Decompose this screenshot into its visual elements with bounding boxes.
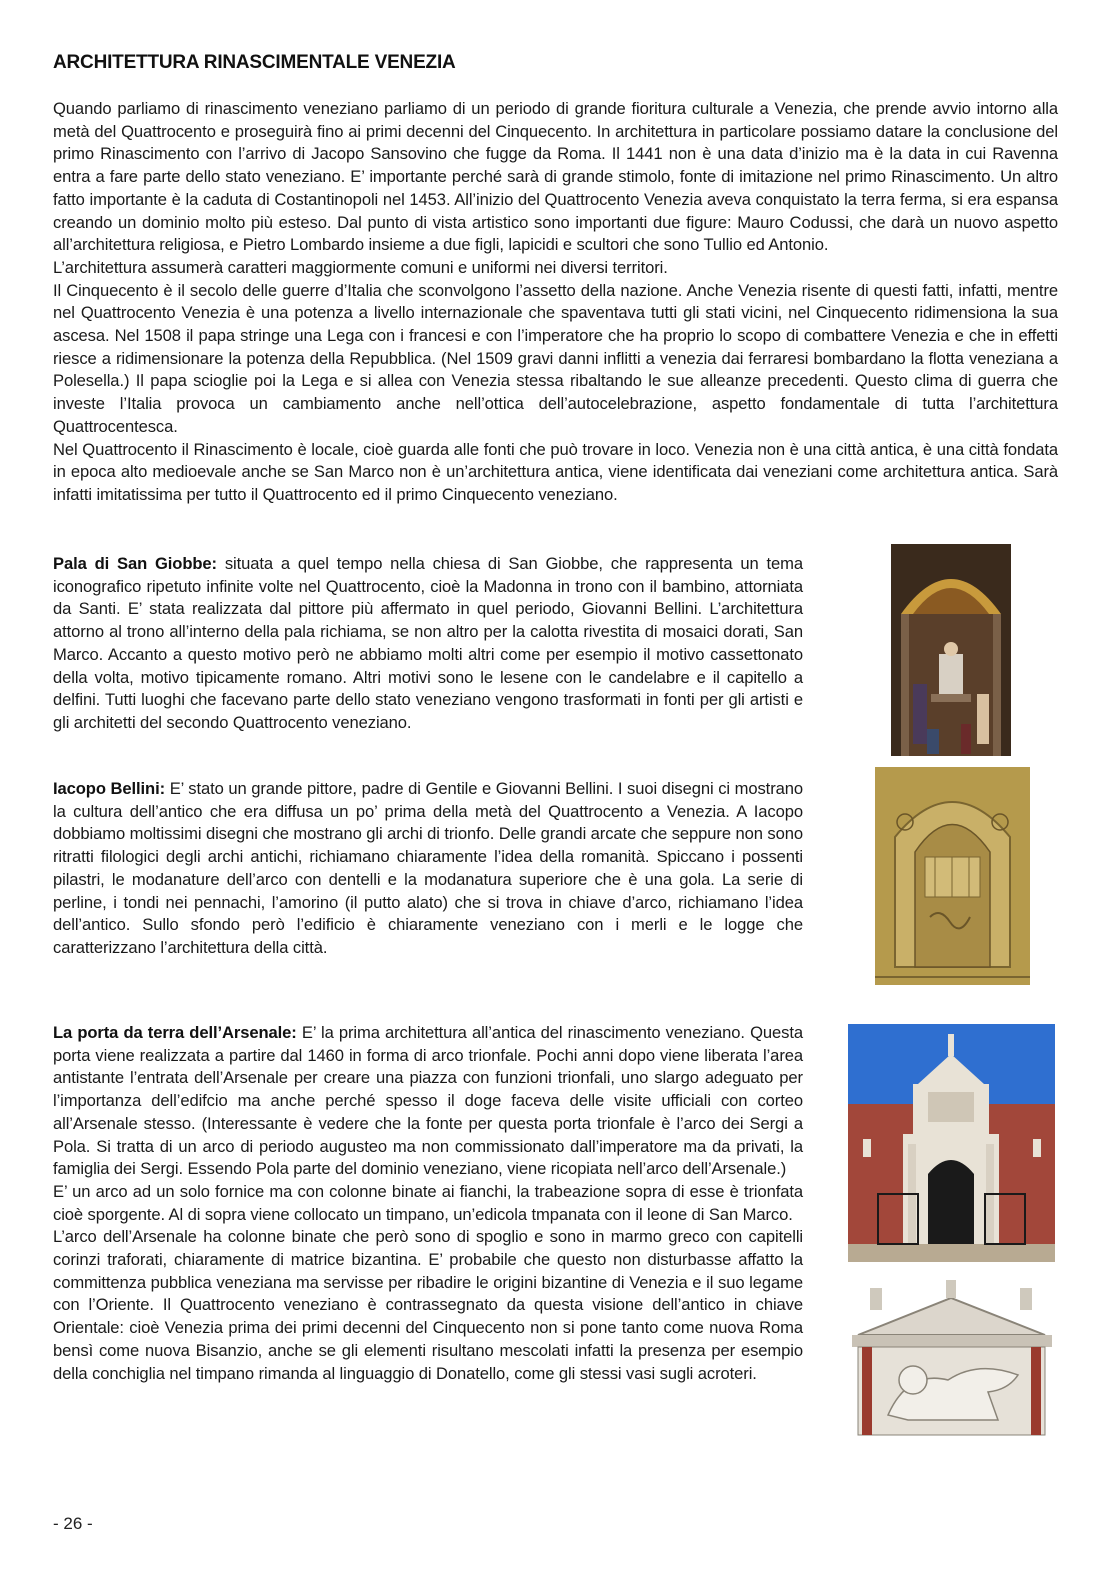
section-paragraph: L’arco dell’Arsenale ha colonne binate che però sono di spoglio e sono in marmo greco con capitelli corinzi traforati, chiaramente di matrice bizantina. E’ probabile che questo non disturbasse affatto la committenza pubblica veneziana ma servisse per ribadire le origini bizantine di Venezia e il suo legame con l’Oriente. Il Quattrocento veneziano è contrassegnato da questa visione dell’antico in chiave Orientale: cioè Venezia prima dei primi decenni del Cinquecento non si pone tanto come nuova Roma bensì come nuova Bisanzio, anche se gli elementi risultano mescolati infatti la presenza per esempio della conchiglia nel timpano rimanda al linguaggio di Donatello, come gli stessi vasi sugli acroteri. — [53, 1227, 803, 1383]
intro-paragraph: Il Cinquecento è il secolo delle guerre d’Italia che sconvolgono l’assetto della nazione. Anche Venezia risente di questi fatti, infatti, mentre nel Quattrocento Venezia è una potenza a livello internazionale che spaventava tutti gli stati vicini, nel Cinquecento ridimensiona la sua ascesa. Nel 1508 il papa stringe una Lega con i francesi e con l’imperatore che ha proprio lo scopo di combattere Venezia e che in effetti riesce a ridimensionare la potenza della Repubblica. (Nel 1509 gravi danni inflitti a venezia dai ferraresi bombardano la flotta veneziana a Polesella.) Il papa scioglie poi la Lega e si allea con Venezia stessa ribaltando le sue alleanze precedenti. Questo clima di guerra che investe l’Italia provoca un cambiamento anche nell’ottica dell’autocelebrazione, aspetto fondamentale di tutta l’architettura Quattrocentesca. — [53, 280, 1058, 436]
section-heading: La porta da terra dell’Arsenale: — [53, 1023, 297, 1042]
altarpiece-illustration — [891, 544, 1011, 756]
section-paragraph — [53, 778, 803, 960]
page-number: - 26 - — [53, 1514, 93, 1533]
triumphal-arch-drawing — [875, 767, 1030, 985]
section-heading: Pala di San Giobbe: — [53, 554, 217, 573]
intro-paragraph: Quando parliamo di rinascimento veneziano parliamo di un periodo di grande fioritura culturale a Venezia, che prende avvio intorno alla metà del Quattrocento e proseguirà fino ai primi decenni del Cinquecento. In architettura in particolare possiamo datare la conclusione del primo Rinascimento con l’arrivo di Jacopo Sansovino che fugge da Roma. Il 1441 non è una data d’inizio ma è la data in cui Ravenna entra a fare parte dello stato veneziano. E’ importante perché sarà di grande stimolo, fonte di imitazione nel primo Rinascimento. Un altro fatto importante è la caduta di Costantinopoli nel 1453. All’inizio del Quattrocento Venezia aveva conquistato la terra ferma, si era espansa creando un dominio molto più esteso. Dal punto di vista artistico sono importanti due figure: Mauro Codussi, che darà un nuovo aspetto all’architettura religiosa, e Pietro Lombardo insieme a due figli, lapicidi e scultori che sono Tullio ed Antonio. — [53, 99, 1058, 255]
section-paragraph: E’ un arco ad un solo fornice ma con colonne binate ai fianchi, la trabeazione sopra di esse è trionfata cioè sporgente. Al di sopra viene collocato un timpano, un’edicola tmpanata con il leone di San Marco. — [53, 1181, 803, 1224]
section-heading: Iacopo Bellini: — [53, 779, 166, 798]
porta-arsenale-image — [848, 1024, 1055, 1262]
section-paragraph — [53, 553, 803, 735]
section-iacopo-bellini — [53, 778, 803, 960]
lion-tympanum-photo — [848, 1280, 1055, 1438]
section-porta-arsenale — [53, 1022, 803, 1385]
arsenale-gate-photo — [848, 1024, 1055, 1262]
section-pala-san-giobbe — [53, 553, 803, 735]
pala-san-giobbe-image — [891, 544, 1011, 756]
section-body: E’ stato un grande pittore, padre di Gentile e Giovanni Bellini. I suoi disegni ci mostrano la cultura dell’antico che era diffusa un po’ prima della metà del Quattrocento a Venezia. A Iacopo dobbiamo moltissimi disegni che mostrano gli archi di trionfo. Delle grandi arcate che seppure non sono ritratti filologici degli archi antichi, richiamano chiaramente l’idea della romanità. Spiccano i possenti pilastri, le modanature dell’arco con dentelli e la modanatura superiore che è una gola. La serie di perline, i tondi nei pennachi, l’amorino (il putto alato) che si trova in chiave d’arco, richiamano l’idea dell’antico. Sullo sfondo però l’edificio è chiaramente veneziano con i merli e le logge che caratterizzano l’architettura della città. — [53, 779, 804, 957]
leone-san-marco-image — [848, 1280, 1055, 1438]
iacopo-bellini-drawing-image — [875, 767, 1030, 985]
intro-paragraph: Nel Quattrocento il Rinascimento è locale, cioè guarda alle fonti che può trovare in loco. Venezia non è una città antica, è una città fondata in epoca alto medioevale anche se San Marco non è un’architettura antica, viene identificata dai veneziani come architettura antica. Sarà infatti imitatissima per tutto il Quattrocento ed il primo Cinquecento veneziano. — [53, 439, 1058, 504]
section-paragraph — [53, 1022, 803, 1181]
section-body: E’ la prima architettura all’antica del rinascimento veneziano. Questa porta viene realizzata a partire dal 1460 in forma di arco trionfale. Pochi anni dopo viene liberata l’area antistante l’entrata dell’Arsenale per creare una piazza con funzioni trionfali, uno slargo adeguato per l’importanza dell’edifcio ma anche perché spesso il doge faceva delle visite ufficiali con corteo all’Arsenale stesso. (Interessante è vedere che la fonte per questa porta trionfale è l’arco dei Sergi a Pola. Si tratta di un arco di periodo augusteo ma non commissionato dall’imperatore ma da privati, la famiglia dei Sergi. Essendo Pola parte del dominio veneziano, viene ricopiata nell’arco dell’Arsenale.) — [53, 1023, 803, 1179]
intro-paragraph: L’architettura assumerà caratteri maggiormente comuni e uniformi nei diversi territori. — [53, 257, 668, 277]
page-title: ARCHITETTURA RINASCIMENTALE VENEZIA — [53, 52, 456, 73]
section-body: situata a quel tempo nella chiesa di San Giobbe, che rappresenta un tema iconografico ripetuto infinite volte nel Quattrocento, cioè la Madonna in trono con il bambino, attorniata da Santi. E’ stata realizzata dal pittore più affermato in quel periodo, Giovanni Bellini. L’architettura attorno al trono all’interno della pala richiama, se non altro per la calotta rivestita di mosaici dorati, San Marco. Accanto a questo motivo però ne abbiamo molti altri come per esempio il motivo cassettonato della volta, motivo tipicamente romano. Altri motivi sono le lesene con le candelabre e il capitello a delfini. Tutti luoghi che facevano parte dello stato veneziano vengono trasformati in fonti per gli artisti e gli architetti del secondo Quattrocento veneziano. — [53, 554, 803, 732]
intro-text — [53, 98, 1058, 507]
